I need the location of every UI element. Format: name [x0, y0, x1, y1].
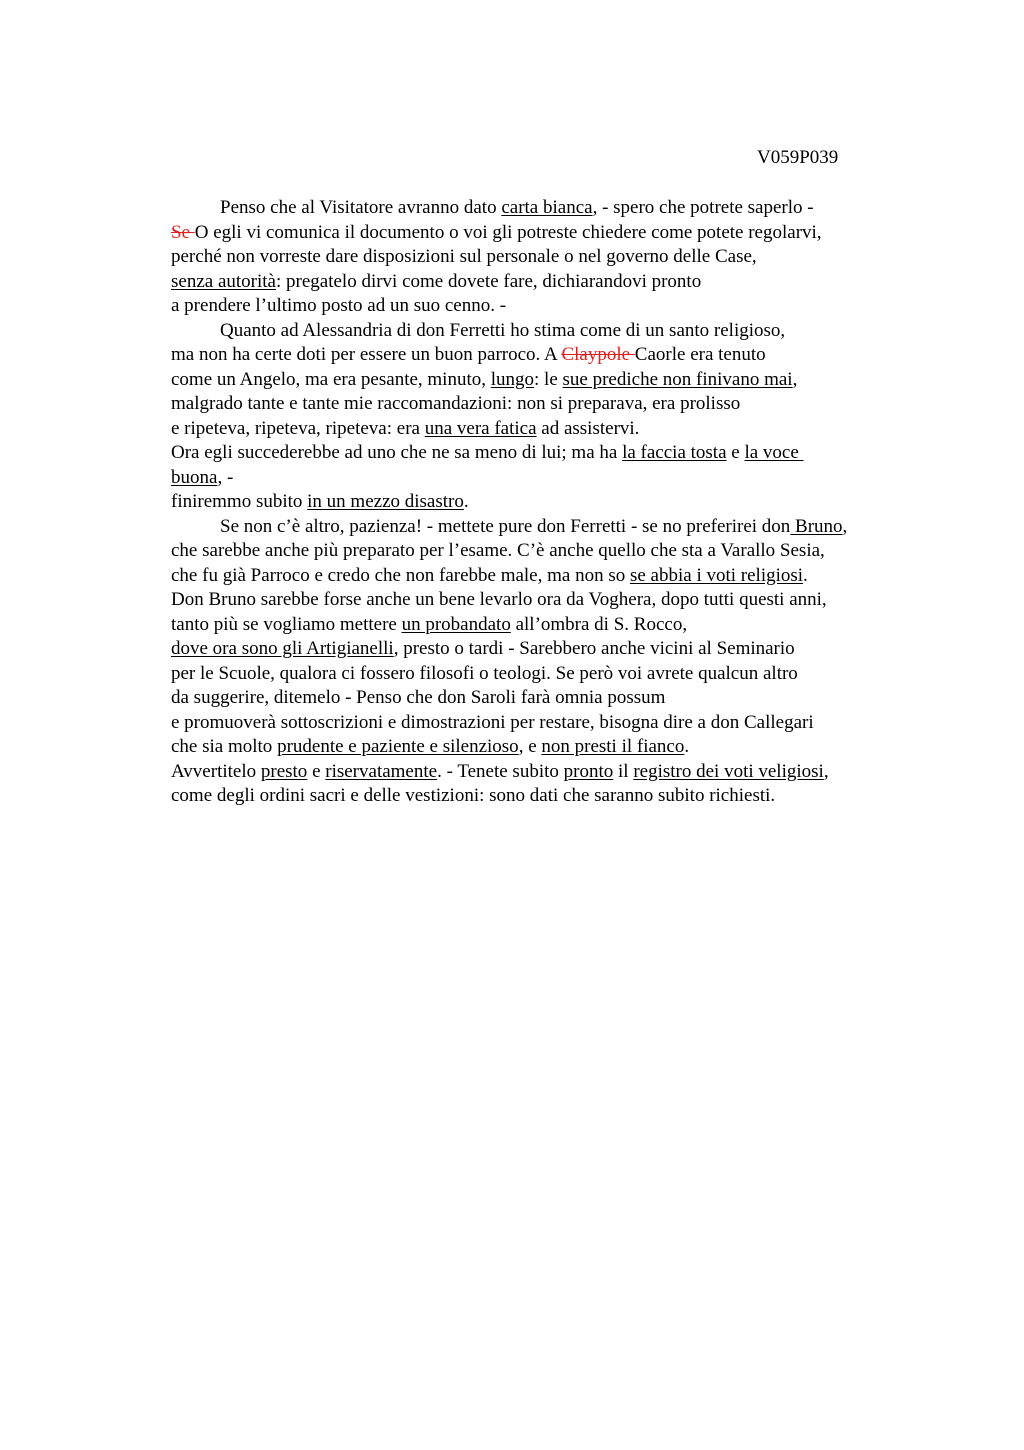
underlined-text: Bruno — [790, 515, 843, 537]
underlined-text: la voce — [744, 442, 804, 463]
text-segment: , — [842, 515, 848, 537]
text-segment: come degli ordini sacri e delle vestizioni: sono dati che saranno subito richiesti. — [171, 785, 776, 806]
text-line — [171, 588, 931, 613]
text-segment: . - Tenete subito — [437, 760, 564, 782]
text-line — [171, 319, 931, 344]
underlined-text: senza autorità — [171, 270, 276, 292]
page-identifier: V059P039 — [757, 147, 839, 168]
text-segment: Penso che al Visitatore avranno dato — [220, 197, 502, 218]
text-segment: a prendere l’ultimo posto ad un suo cenno. - — [171, 295, 507, 316]
underlined-text: dove ora sono gli Artigianelli — [171, 638, 394, 659]
underlined-text: la faccia tosta — [622, 442, 727, 463]
text-segment: , — [792, 368, 798, 390]
text-segment: e ripeteva, ripeteva, ripeteva: era — [171, 417, 425, 439]
text-line — [171, 539, 931, 564]
text-line — [171, 245, 931, 270]
text-line — [171, 441, 931, 466]
text-line — [171, 564, 931, 589]
deleted-text: Se — [171, 221, 195, 243]
text-segment: Don Bruno sarebbe forse anche un bene levarlo ora da Voghera, dopo tutti questi anni, — [171, 589, 827, 610]
underlined-text: sue prediche non finivano mai — [562, 368, 793, 390]
text-segment: tanto più se vogliamo mettere — [171, 613, 402, 635]
underlined-text: in un mezzo disastro — [307, 491, 464, 512]
text-segment: ma non ha certe doti per essere un buon parroco. A — [171, 344, 562, 365]
underlined-text: carta bianca — [501, 197, 593, 218]
text-line — [171, 613, 931, 638]
text-line — [171, 711, 931, 736]
text-segment: all’ombra di S. Rocco, — [510, 613, 688, 635]
letter-body — [171, 196, 931, 809]
text-segment: finiremmo subito — [171, 491, 308, 512]
text-segment: il — [613, 760, 634, 782]
underlined-text: lungo — [490, 368, 535, 390]
text-line — [171, 221, 931, 246]
text-segment: : le — [534, 368, 563, 390]
text-line — [171, 270, 931, 295]
text-segment: perché non vorreste dare disposizioni sul personale o nel governo delle Case, — [171, 246, 757, 267]
text-line — [171, 686, 931, 711]
underlined-text: un probandato — [401, 613, 511, 635]
text-segment: da suggerire, ditemelo - Penso che don Saroli farà omnia possum — [171, 687, 666, 708]
text-segment: , e — [518, 736, 542, 757]
underlined-text: presto — [260, 760, 308, 782]
text-line — [171, 466, 931, 491]
underlined-text: buona — [171, 466, 218, 488]
text-segment: che sia molto — [171, 736, 278, 757]
text-segment: come un Angelo, ma era pesante, minuto, — [171, 368, 491, 390]
text-segment: e promuoverà sottoscrizioni e dimostrazioni per restare, bisogna dire a don Callegari — [171, 711, 814, 733]
text-segment: O egli vi comunica il documento o voi gli potreste chiedere come potete regolarvi, — [194, 221, 822, 243]
text-segment: . — [463, 491, 469, 512]
text-line — [171, 760, 931, 785]
text-segment: , - — [217, 466, 234, 488]
text-segment: : pregatelo dirvi come dovete fare, dichiarandovi pronto — [275, 270, 702, 292]
underlined-text: registro dei voti veligiosi — [633, 760, 824, 782]
text-segment: malgrado tante e tante mie raccomandazioni: non si preparava, era prolisso — [171, 393, 741, 414]
text-segment: Avvertitelo — [171, 760, 261, 782]
underlined-text: riservatamente — [325, 760, 438, 782]
text-line — [171, 294, 931, 319]
text-line — [171, 637, 931, 662]
text-segment: , — [823, 760, 829, 782]
text-line — [171, 417, 931, 442]
text-line — [171, 392, 931, 417]
underlined-text: non presti il fianco — [541, 736, 685, 757]
text-segment: Se non c’è altro, pazienza! - mettete pure don Ferretti - se no preferirei don — [220, 515, 791, 537]
text-segment: Ora egli succederebbe ad uno che ne sa meno di lui; ma ha — [171, 442, 623, 463]
text-line — [171, 784, 931, 809]
text-line — [171, 662, 931, 687]
underlined-text: una vera fatica — [424, 417, 537, 439]
text-segment: Quanto ad Alessandria di don Ferretti ho stima come di un santo religioso, — [220, 319, 786, 341]
text-segment: . — [684, 736, 690, 757]
text-segment: , - spero che potrete saperlo - — [592, 197, 814, 218]
text-line — [171, 735, 931, 760]
text-segment: , presto o tardi - Sarebbero anche vicini al Seminario — [393, 638, 795, 659]
text-line — [171, 515, 931, 540]
text-segment: Caorle era tenuto — [634, 344, 766, 365]
text-line — [171, 490, 931, 515]
text-segment: per le Scuole, qualora ci fossero filosofi o teologi. Se però voi avrete qualcun altro — [171, 662, 798, 684]
text-segment: e — [307, 760, 326, 782]
text-line — [171, 368, 931, 393]
text-line — [171, 196, 931, 221]
text-line — [171, 343, 931, 368]
deleted-text: Claypole — [561, 344, 635, 365]
text-segment: che fu già Parroco e credo che non farebbe male, ma non so — [171, 564, 630, 586]
text-segment: . — [803, 564, 808, 586]
underlined-text: prudente e paziente e silenzioso — [277, 736, 519, 757]
underlined-text: pronto — [563, 760, 614, 782]
text-segment: che sarebbe anche più preparato per l’esame. C’è anche quello che sta a Varallo Sesia, — [171, 540, 825, 561]
text-segment: ad assistervi. — [536, 417, 640, 439]
text-segment: e — [726, 442, 745, 463]
underlined-text: se abbia i voti religiosi — [629, 564, 804, 586]
